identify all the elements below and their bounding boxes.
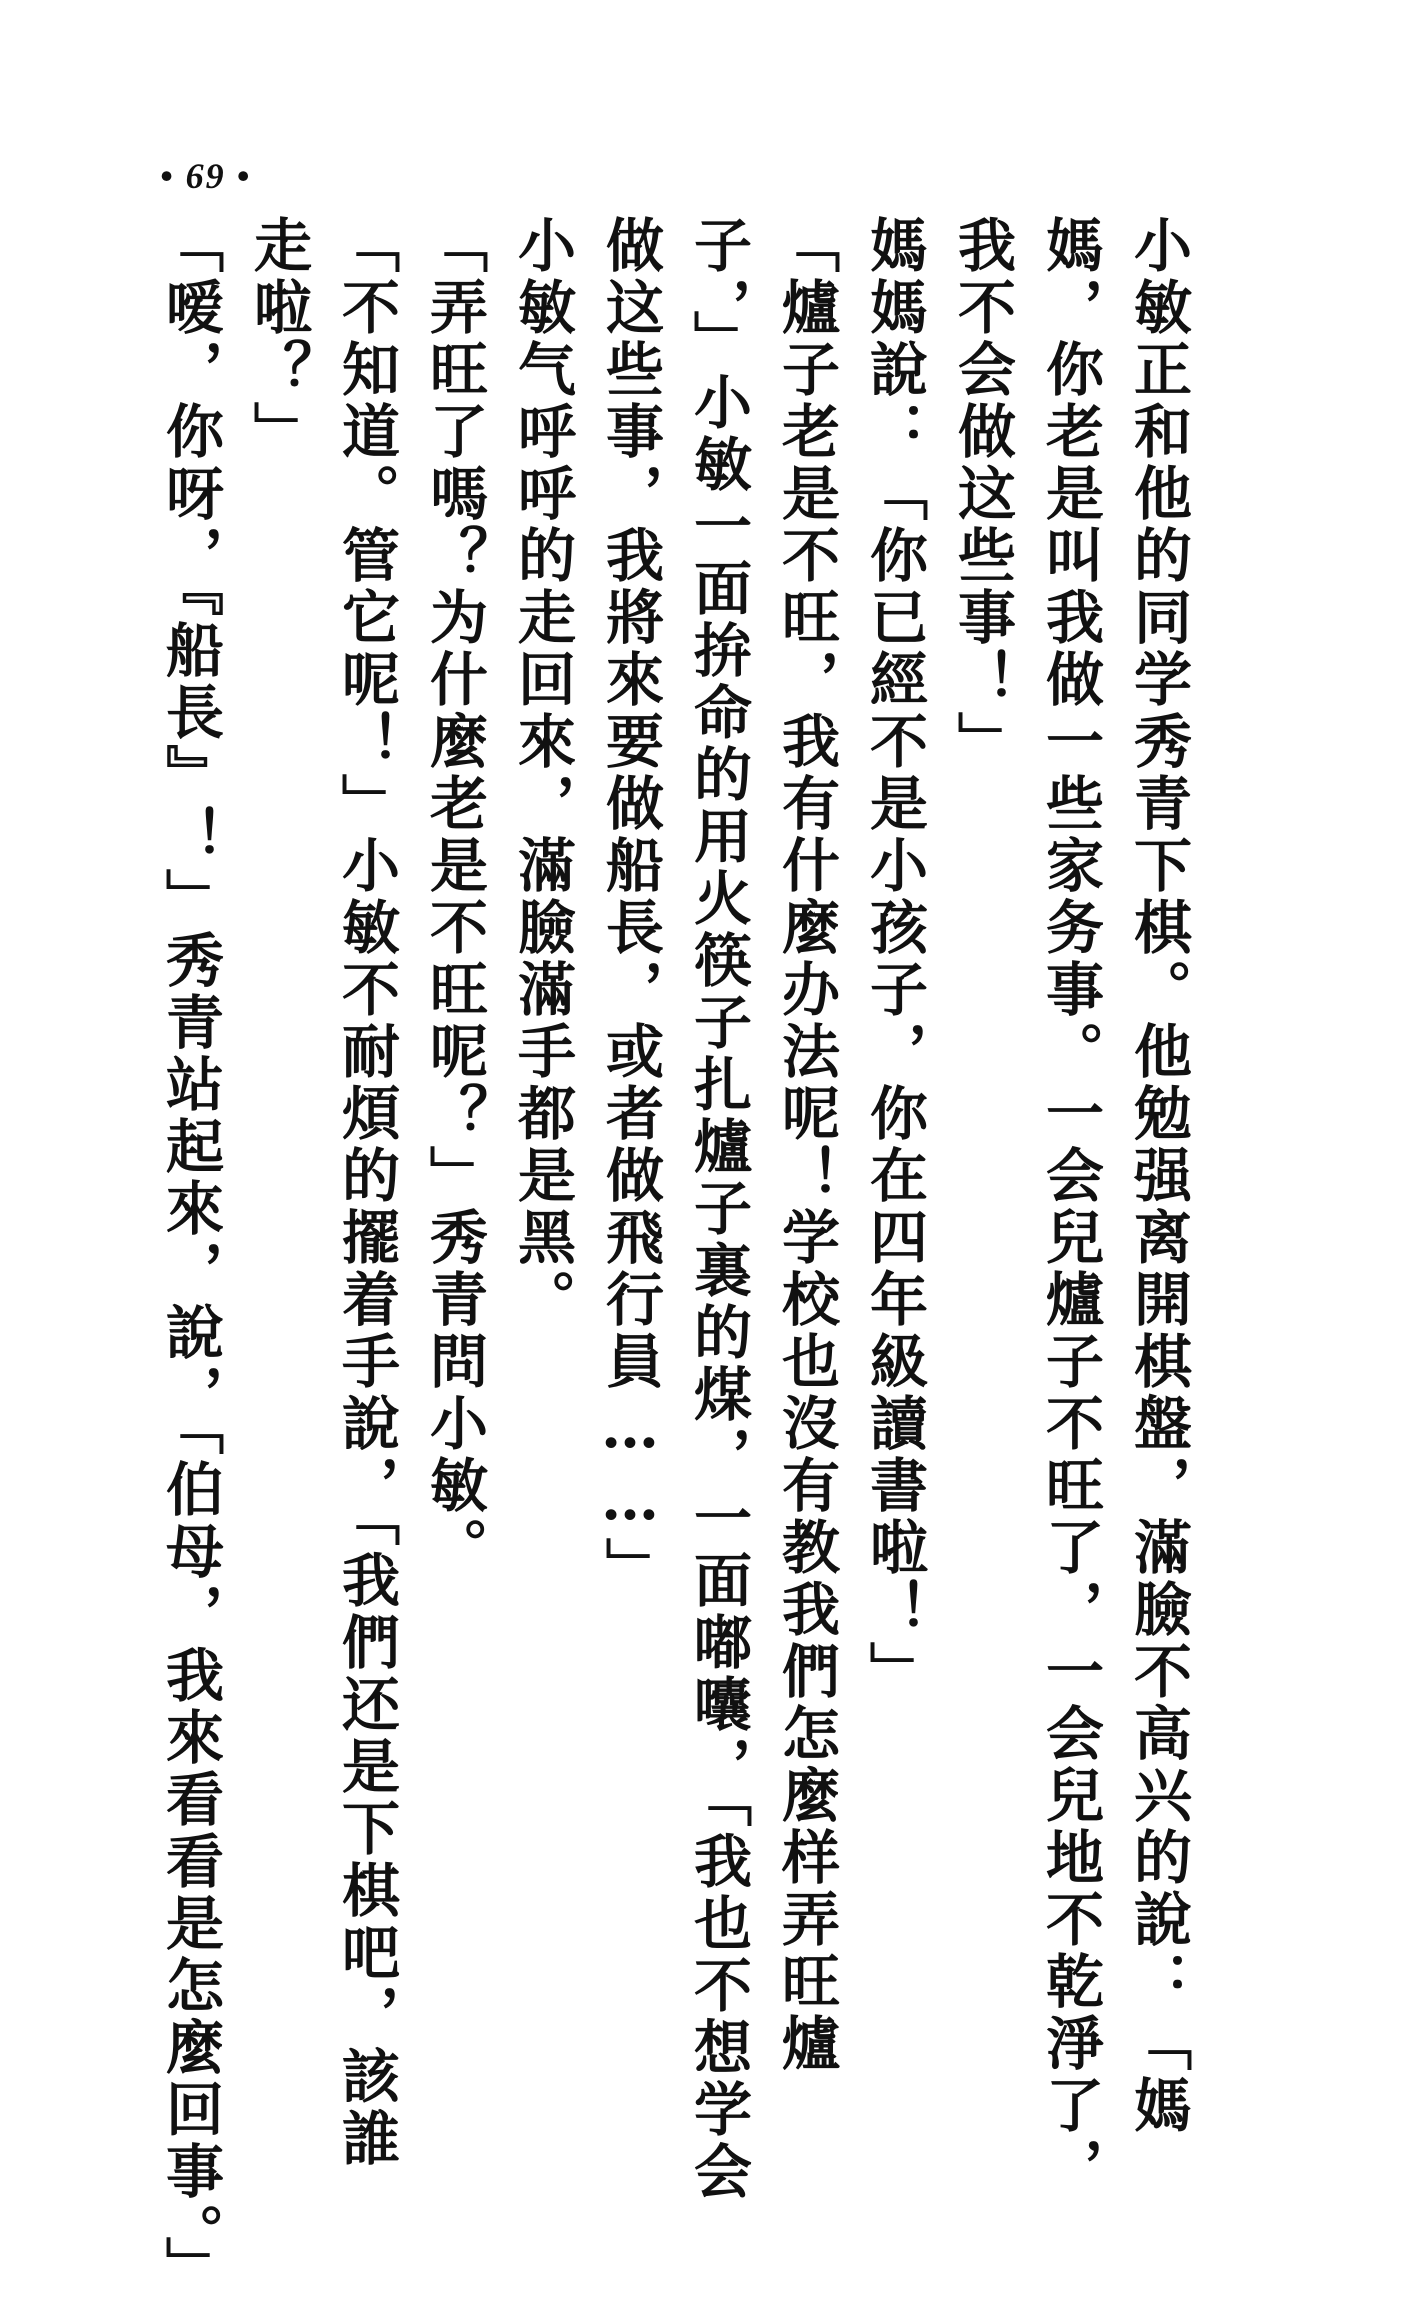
text-line: 走啦？」 <box>244 215 312 463</box>
text-line: 媽媽說：「你已經不是小孩子，你在四年級讀書啦！」 <box>860 215 928 1703</box>
text-line: 「嗳，你呀，『船長』！」秀青站起來，說，「伯母，我來看看是怎麼回事。」 <box>156 215 224 2298</box>
text-line: 「爐子老是不旺，我有什麼办法呢！学校也沒有教我們怎麼样弄旺爐 <box>772 215 840 2075</box>
text-line: 做这些事，我將來要做船長，或者做飛行員……」 <box>596 215 664 1599</box>
page-number: • 69 • <box>160 156 252 196</box>
text-line: 「弄旺了嗎？为什麼老是不旺呢？」秀青問小敏。 <box>420 215 488 1579</box>
body-text <box>146 215 1202 2298</box>
text-line: 媽，你老是叫我做一些家务事。一会兒爐子不旺了，一会兒地不乾淨了， <box>1036 215 1104 2199</box>
text-line: 我不会做这些事！」 <box>948 215 1016 773</box>
text-line: 小敏正和他的同学秀青下棋。他勉强离開棋盤，滿臉不高兴的說：「媽 <box>1124 215 1192 2137</box>
text-line: 小敏气呼呼的走回來，滿臉滿手都是黑。 <box>508 215 576 1331</box>
text-line: 「不知道。管它呢！」小敏不耐煩的擺着手說，「我們还是下棋吧，該誰 <box>332 215 400 2170</box>
text-line: 子，」小敏一面拚命的用火筷子扎爐子裏的煤，一面嘟囔，「我也不想学会 <box>684 215 752 2203</box>
